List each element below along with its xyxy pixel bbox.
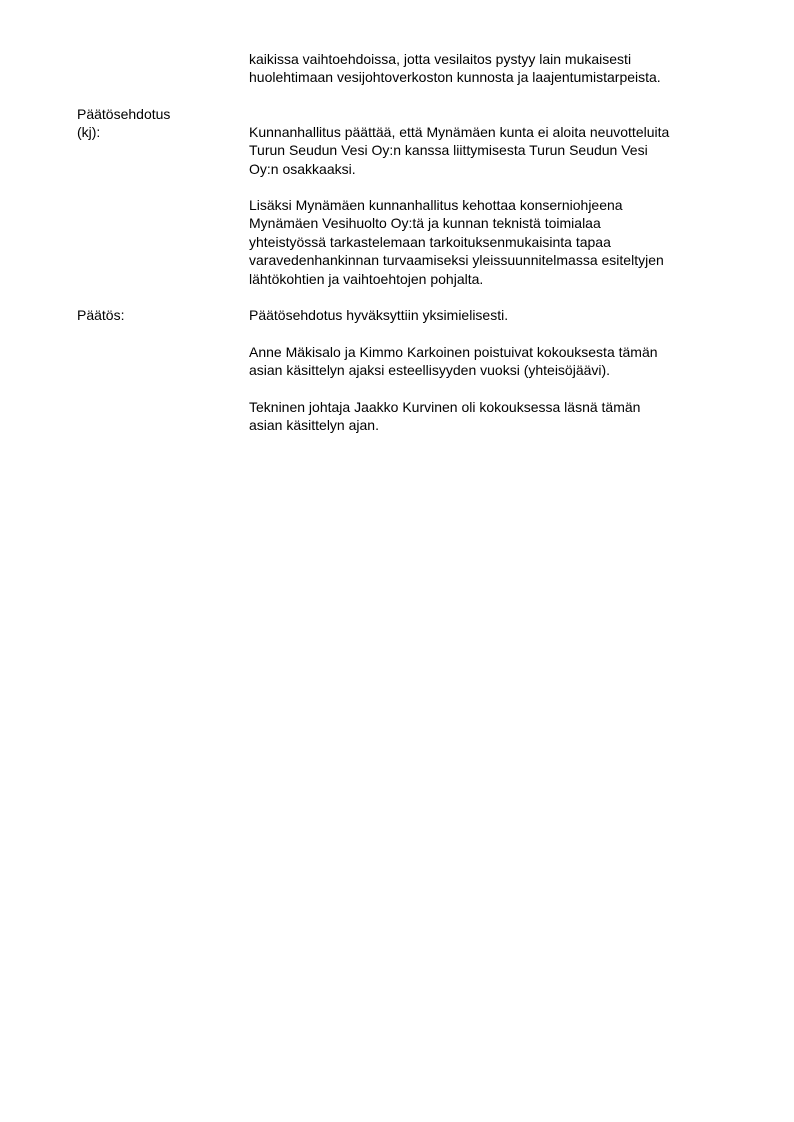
decision-paragraph-1 <box>249 306 749 324</box>
text-line: asian käsittelyn ajaksi esteellisyyden vuoksi (yhteisöjäävi). <box>249 362 611 379</box>
text-line: Päätösehdotus hyväksyttiin yksimielisesti. <box>249 307 509 323</box>
text-line: Anne Mäkisalo ja Kimmo Karkoinen poistuivat kokouksesta tämän <box>249 344 658 360</box>
text-line: Kunnanhallitus päättää, että Mynämäen kunta ei aloita neuvotteluita <box>249 124 670 140</box>
intro-paragraph <box>249 50 749 87</box>
text-line: kaikissa vaihtoehdoissa, jotta vesilaitos pystyy lain mukaisesti <box>249 51 632 67</box>
label-line: (kj): <box>77 124 101 141</box>
text-line: Turun Seudun Vesi Oy:n kanssa liittymisesta Turun Seudun Vesi <box>249 142 648 159</box>
proposal-label <box>77 105 237 142</box>
text-line: Mynämäen Vesihuolto Oy:tä ja kunnan teknistä toimialaa <box>249 215 601 232</box>
label-line: Päätösehdotus <box>77 106 171 122</box>
decision-label <box>77 306 237 324</box>
proposal-paragraph-2 <box>249 196 749 288</box>
text-line: asian käsittelyn ajan. <box>249 417 379 434</box>
text-line: lähtökohtien ja vaihtoehtojen pohjalta. <box>249 270 484 287</box>
text-line: Oy:n osakkaaksi. <box>249 160 356 177</box>
decision-paragraph-2 <box>249 343 749 380</box>
text-line: Tekninen johtaja Jaakko Kurvinen oli kokouksessa läsnä tämän <box>249 399 641 415</box>
label-line: Päätös: <box>77 307 125 323</box>
decision-paragraph-3 <box>249 398 749 435</box>
text-line: yhteistyössä tarkastelemaan tarkoituksenmukaisinta tapaa <box>249 233 611 250</box>
text-line: varavedenhankinnan turvaamiseksi yleissuunnitelmassa esiteltyjen <box>249 252 664 269</box>
text-line: huolehtimaan vesijohtoverkoston kunnosta ja laajentumistarpeista. <box>249 69 661 86</box>
text-line: Lisäksi Mynämäen kunnanhallitus kehottaa konserniohjeena <box>249 197 623 213</box>
proposal-paragraph-1 <box>249 123 749 178</box>
